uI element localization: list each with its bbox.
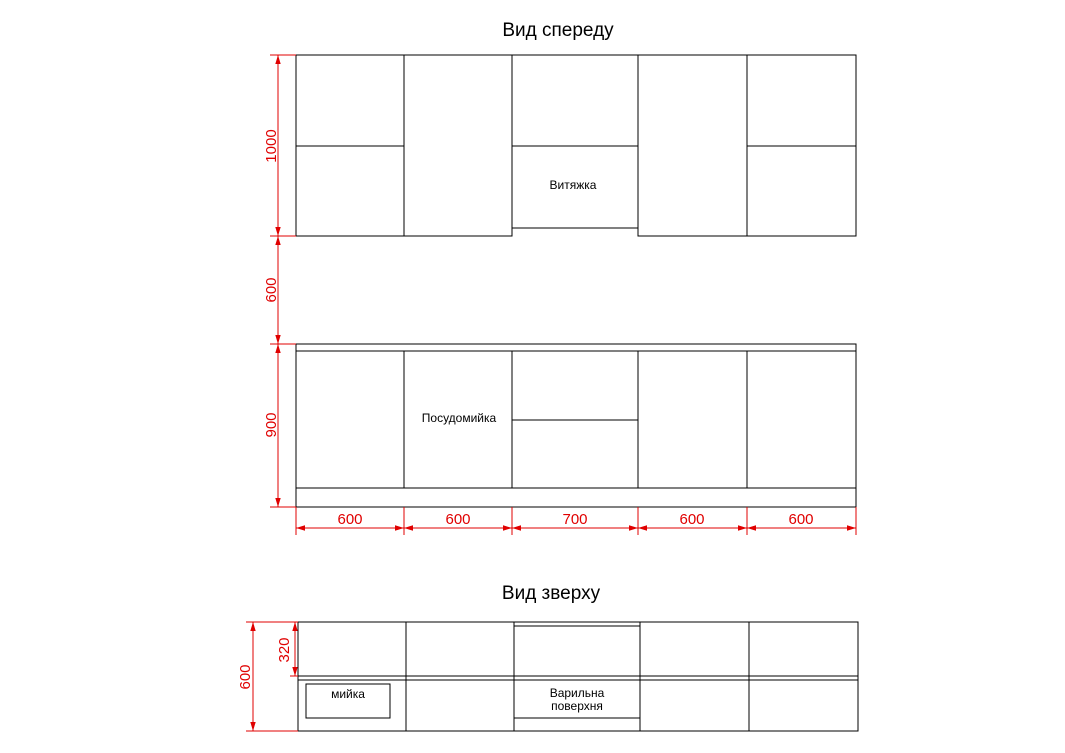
plinth xyxy=(296,488,856,507)
dim-width-4: 600 xyxy=(679,511,705,528)
hob-label-line1: Варильна xyxy=(549,686,605,700)
top-view-plan xyxy=(298,622,858,731)
front-vertical-dimensions xyxy=(263,55,296,507)
dim-height-lower: 900 xyxy=(263,412,280,438)
lower-cabinet-1 xyxy=(296,351,404,488)
top-view-dimensions xyxy=(237,622,298,731)
lower-cabinet-4 xyxy=(638,351,747,488)
dim-width-2: 600 xyxy=(445,511,471,528)
dishwasher-label: Посудомийка xyxy=(421,411,497,425)
lower-cabinet-5 xyxy=(747,351,856,488)
dim-width-5: 600 xyxy=(788,511,814,528)
dim-depth-total: 600 xyxy=(237,664,254,690)
dim-width-3: 700 xyxy=(562,511,588,528)
dim-height-gap: 600 xyxy=(263,277,280,303)
countertop xyxy=(296,344,856,351)
upper-cabinet-2 xyxy=(404,55,512,236)
dim-height-upper: 1000 xyxy=(263,129,280,163)
front-view-title: Вид спереду xyxy=(502,20,614,41)
dim-depth-upper: 320 xyxy=(276,637,293,663)
sink-label: мийка xyxy=(331,687,365,701)
hob-label-line2: поверхня xyxy=(551,699,603,713)
hood-label: Витяжка xyxy=(549,178,597,192)
dim-width-1: 600 xyxy=(337,511,363,528)
top-view-title: Вид зверху xyxy=(501,583,601,604)
upper-cabinets xyxy=(296,55,856,236)
upper-cabinet-4 xyxy=(638,55,747,236)
lower-cabinets xyxy=(296,344,856,507)
upper-cabinet-hood xyxy=(512,55,638,228)
front-horizontal-dimensions xyxy=(296,507,856,535)
